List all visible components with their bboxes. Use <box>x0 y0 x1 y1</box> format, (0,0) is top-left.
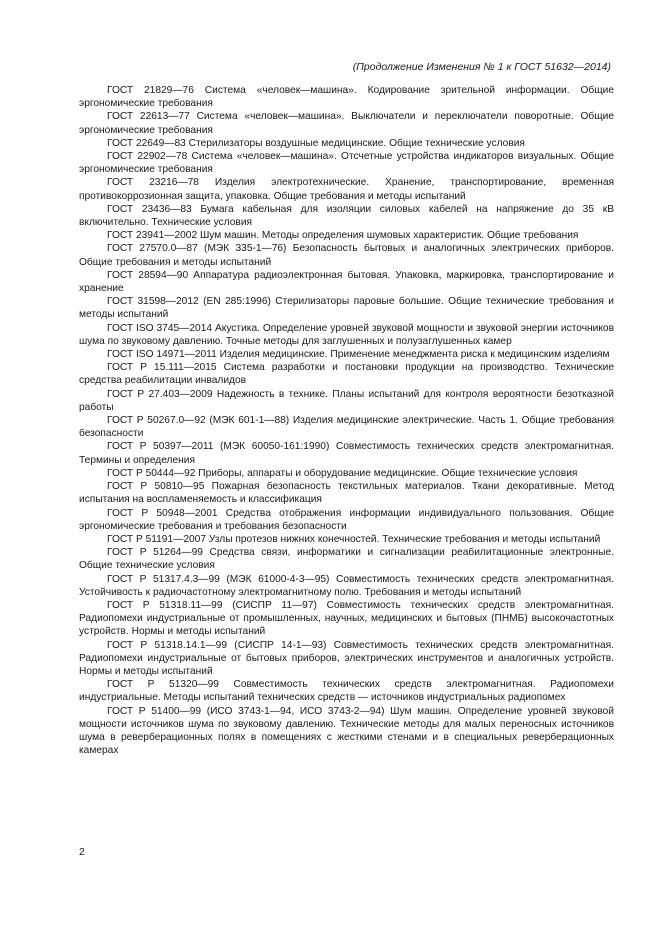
reference-entry: ГОСТ 23941—2002 Шум машин. Методы определения шумовых характеристик. Общие требования <box>107 230 579 242</box>
reference-entry: ГОСТ 28594—90 Аппаратура радиоэлектронная бытовая. Упаковка, маркировка, транспортирование и хранение <box>79 269 614 295</box>
reference-entry: ГОСТ Р 51318.14.1—99 (СИСПР 14-1—93) Совместимость технических средств электромагнитная. Радиопомехи индустриальные от бытовых приборов, электрических инструментов и аналогичных устройств. Нормы и методы испытаний <box>79 639 614 677</box>
reference-entry: ГОСТ 21829—76 Система «человек—машина». Кодирование зрительной информации. Общие эргономические требования <box>79 85 614 110</box>
reference-entry: ГОСТ Р 51317.4.3—99 (МЭК 61000-4-3—95) Совместимость технических средств электромагнитная. Устойчивость к радиочастотному электромагнитному полю. Требования и методы испытаний <box>79 573 614 598</box>
reference-entry: ГОСТ 23216—78 Изделия электротехнические. Хранение, транспортирование, временная противокоррозионная защита, упаковка. Общие требования и методы испытаний <box>79 177 614 202</box>
reference-entry: ГОСТ Р 50810—95 Пожарная безопасность текстильных материалов. Ткани декоративные. Метод испытания на воспламеняемость и классификация <box>79 481 614 506</box>
reference-entry: ГОСТ ISO 14971—2011 Изделия медицинские. Применение менеджмента риска к медицинским изделиям <box>107 349 610 361</box>
reference-entry: ГОСТ 23436—83 Бумага кабельная для изоляции силовых кабелей на напряжение до 35 кВ включительно. Технические условия <box>79 203 614 229</box>
page-header: (Продолжение Изменения № 1 к ГОСТ 51632—2014) <box>352 61 611 73</box>
reference-entry: ГОСТ 22613—77 Система «человек—машина». Выключатели и переключатели поворотные. Общие эргономические требования <box>79 111 614 136</box>
reference-entry: ГОСТ Р 51320—99 Совместимость технических средств электромагнитная. Радиопомехи индустриальные. Методы испытаний технических средств — источников индустриальных радиопомех <box>79 679 614 704</box>
reference-list <box>79 84 614 757</box>
reference-entry: ГОСТ Р 51318.11—99 (СИСПР 11—97) Совместимость технических средств электромагнитная. Радиопомехи индустриальные от промышленных, научных, медицинских и бытовых (ПНМБ) высокочастотных устройств. Нормы и методы испытаний <box>79 599 614 638</box>
reference-entry: ГОСТ Р 51400—99 (ИСО 3743-1—94, ИСО 3743-2—94) Шум машин. Определение уровней звуковой мощности источников шума по звуковому давлению. Технические методы для малых переносных источников шума в реверберационных полях в помещениях с жесткими стенами и в специальных реверберационных камерах <box>79 705 614 757</box>
reference-entry: ГОСТ Р 50267.0—92 (МЭК 601-1—88) Изделия медицинские электрические. Часть 1. Общие требования безопасности <box>79 415 614 440</box>
reference-entry: ГОСТ Р 27.403—2009 Надежность в технике. Планы испытаний для контроля вероятности безотказной работы <box>79 388 614 413</box>
reference-entry: ГОСТ Р 50948—2001 Средства отображения информации индивидуального пользования. Общие эргономические требования и требования безопасности <box>79 507 614 532</box>
reference-entry: ГОСТ Р 50397—2011 (МЭК 60050-161:1990) Совместимость технических средств электромагнитная. Термины и определения <box>79 441 614 466</box>
reference-entry: ГОСТ 22902—78 Система «человек—машина». Отсчетные устройства индикаторов визуальных. Общие эргономические требования <box>79 151 614 176</box>
page-number: 2 <box>79 846 85 858</box>
reference-entry: ГОСТ Р 51264—99 Средства связи, информатики и сигнализации реабилитационные электронные. Общие технические условия <box>79 547 614 572</box>
reference-entry: ГОСТ 22649—83 Стерилизаторы воздушные медицинские. Общие технические условия <box>107 137 525 149</box>
reference-entry: ГОСТ 31598—2012 (EN 285:1996) Стерилизаторы паровые большие. Общие технические требования и методы испытаний <box>79 296 614 321</box>
reference-entry: ГОСТ Р 50444—92 Приборы, аппараты и оборудование медицинские. Общие технические условия <box>107 467 578 479</box>
reference-entry: ГОСТ Р 15.111—2015 Система разработки и постановки продукции на производство. Технические средства реабилитации инвалидов <box>79 362 614 387</box>
reference-entry: ГОСТ ISO 3745—2014 Акустика. Определение уровней звуковой мощности и звуковой энергии источников шума по звуковому давлению. Точные методы для заглушенных и полузаглушенных камер <box>79 322 614 347</box>
reference-entry: ГОСТ 27570.0—87 (МЭК 335-1—76) Безопасность бытовых и аналогичных электрических приборов. Общие требования и методы испытаний <box>79 243 614 268</box>
reference-entry: ГОСТ Р 51191—2007 Узлы протезов нижних конечностей. Технические требования и методы испытаний <box>107 533 601 545</box>
